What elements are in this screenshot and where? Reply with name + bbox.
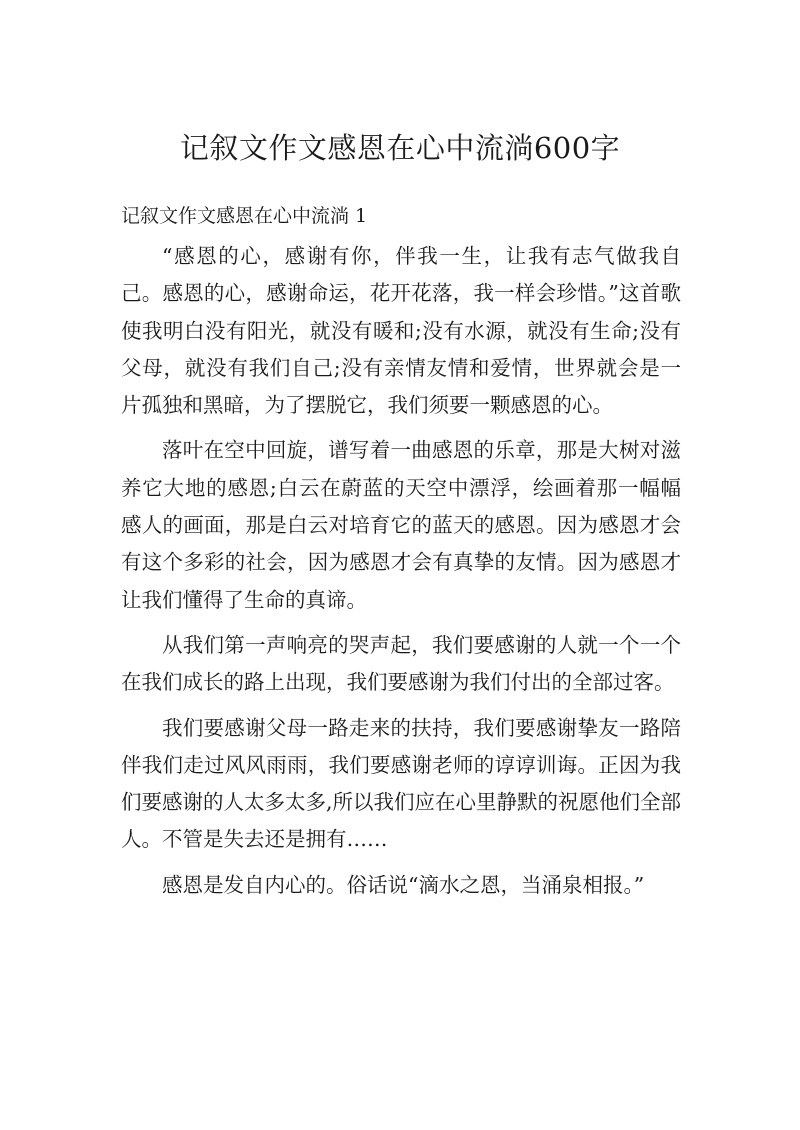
document-subtitle: 记叙文作文感恩在心中流淌 1 [121,205,368,227]
paragraph: 从我们第一声响亮的哭声起，我们要感谢的人就一个一个在我们成长的路上出现，我们要感谢为我们付出的全部过客。 [121,632,681,695]
paragraph: “感恩的心，感谢有你，伴我一生，让我有志气做我自己。感恩的心，感谢命运，花开花落，我一样会珍惜。”这首歌使我明白没有阳光，就没有暖和;没有水源，就没有生命;没有父母，就没有我们自己;没有亲情友情和爱情，世界就会是一片孤独和黑暗，为了摆脱它，我们须要一颗感恩的心。 [121,244,681,418]
document-title: 记叙文作文感恩在心中流淌600字 [179,131,621,165]
paragraph: 我们要感谢父母一路走来的扶持，我们要感谢挚友一路陪伴我们走过风风雨雨，我们要感谢老师的谆谆训诲。正因为我们要感谢的人太多太多,所以我们应在心里静默的祝愿他们全部人。不管是失去还是拥有…… [121,715,682,852]
document-body [121,238,681,912]
paragraph: 感恩是发自内心的。俗话说“滴水之恩，当涌泉相报。” [162,872,645,897]
paragraph: 落叶在空中回旋，谱写着一曲感恩的乐章，那是大树对滋养它大地的感恩;白云在蔚蓝的天空中漂浮，绘画着那一幅幅感人的画面，那是白云对培育它的蓝天的感恩。因为感恩才会有这个多彩的社会，因为感恩才会有真挚的友情。因为感恩才让我们懂得了生命的真谛。 [121,438,681,612]
